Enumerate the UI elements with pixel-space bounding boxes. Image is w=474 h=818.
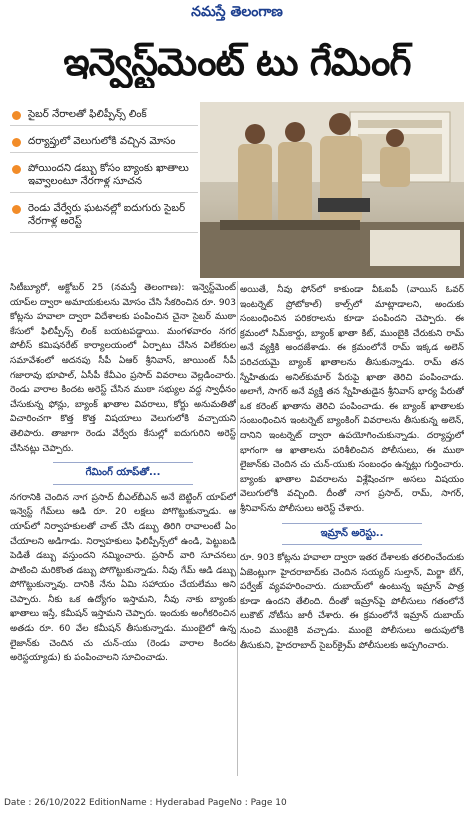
- section-subheading: గేమింగ్ యాప్‌తో...: [53, 462, 193, 485]
- article-column-right: [240, 283, 464, 776]
- article-paragraph: రూ. 903 కోట్లను హవాలా ద్వారా ఇతర దేశాలకు తరలించేందుకు ఏజెంట్లుగా హైదరాబాద్‌కు చెందిన సయ్యద్ సుల్తాన్, మిర్జా బేగ్, పర్వేజ్ వ్యవహరించారు. దుబాయ్‌లో ఉంటున్న ఇమ్రాన్ పాత్ర కూడా ఉందని తేలింది. దీంతో ఇమ్రాన్‌పై పోలీసులు గతంలోనే లుకౌట్ నోటీసు జారీ చేశారు. ఈ క్రమంలోనే ఇమ్రాన్ దుబాయ్ నుంచి ముంబైకి వచ్చాడు. ముంబై పోలీసులు అదుపులోకి తీసుకుని, హైదరాబాద్ సైబర్‌క్రైమ్ పోలీసులకు అప్పగించారు.: [240, 553, 464, 651]
- bullet-point: రెండు వేర్వేరు ఘటనల్లో ఐదుగురు సైబర్ నేరగాళ్ల అరెస్ట్: [10, 202, 198, 233]
- article-column-left: [10, 281, 236, 776]
- article-paragraph: సిటీబ్యూరో, అక్టోబర్ 25 (నమస్తే తెలంగాణ): ఇన్వెస్ట్‌మెంట్ యాప్‌ల ద్వారా అమాయకులను మోసం చేసి సేకరించిన రూ. 903 కోట్లను హవాలా ద్వారా విదేశాలకు పంపించిన చైనా సైబర్ ముఠా కేసులో ఫిలిప్పీన్స్ లింక్ బయటపడ్డాయి. మంగళవారం నగర పోలీస్ కమిషనరేట్ కార్యాలయంలో ఏర్పాటు చేసిన విలేకరుల సమావేశంలో అదనపు సీపీ ఏఆర్ శ్రీనివాస్, జాయింట్ సీపీ గజారావు భూపాల్, ఏసీపీ కేవీఎం ప్రసాద్ వివరాలు వెల్లడించారు. రెండు వారాల కిందట అరెస్ట్ చేసిన ముఠా సభ్యుల వద్ద స్వాధీనం చేసుకున్న ఫోన్లు, బ్యాంక్ ఖాతాల వివరాలు, కోర్టు అనుమతితో విచారించగా కొత్త కొత్త విషయాలు వెలుగులోకి వచ్చాయని తెలిపారు. తాజాగా రెండు వేర్వేరు కేసుల్లో ఐదుగురిని అరెస్ట్ చేసినట్లు చెప్పారు.: [10, 283, 236, 454]
- press-conference-photo: [200, 102, 464, 278]
- bullet-point: సైబర్ నేరాలతో ఫిలిప్పీన్స్ లింక్: [10, 108, 198, 126]
- section-subheading: ఇమ్రాన్ అరెస్టు..: [282, 523, 422, 546]
- highlight-bullets: [10, 108, 198, 274]
- press-conference-illustration: [200, 102, 464, 278]
- column-divider: [237, 281, 238, 776]
- article-headline: ఇన్వెస్ట్‌మెంట్ టు గేమింగ్: [63, 40, 411, 84]
- bullet-point: దర్యాప్తులో వెలుగులోకి వచ్చిన మోసం: [10, 135, 198, 153]
- article-paragraph: నగరానికి చెందిన నాగ ప్రసాద్ బీఎల్‌బీఎన్ అనే బెట్టింగ్ యాప్‌లో ఇన్వెస్ట్ గేమ్‌లు ఆడి రూ. 20 లక్షలు పోగొట్టుకున్నాడు. ఆ యాప్‌లో నిర్వాహకులతో చాట్ చేసి డబ్బు తిరిగి రావాలంటే ఏం చేయాలని అడిగాడు. నిర్వాహకులు ఫిలిప్పీన్స్‌లో ఉండి, పెట్టుబడి పెడితే డబ్బు వస్తుందని నమ్మించారు. ప్రసాద్ వారి సూచనలు పాటించి మరికొంత డబ్బు పోగొట్టుకున్నాడు. నీవు గేమ్‌ ఆడి డబ్బు పోగొట్టుకున్నావు. దానికి నేను ఏమి సహాయం చేయలేము అని చెప్పారు. నీకు ఒక ఉద్యోగం ఇస్తామని, నీవు నాకు బ్యాంకు ఖాతాలు ఇస్తే, కమీషన్ ఇస్తామని చెప్పారు. ఇందుకు అంగీకరించిన అతడు రూ. 60 వేల కమీషన్ తీసుకున్నాడు. ముంబైలో ఉన్న లైజాన్‌కు చెందిన చు చున్-యు (రెండు వారాల కిందట అరెస్టయ్యాడు) కు పంపించాలని సూచించాడు.: [10, 492, 236, 664]
- newspaper-masthead: నమస్తే తెలంగాణ: [191, 4, 283, 20]
- bullet-point: పోయిందని డబ్బు కోసం బ్యాంకు ఖాతాలు ఇవ్వాలంటూ నేరగాళ్ల సూచన: [10, 162, 198, 193]
- article-paragraph: అయితే, నీవు ఫోన్‌లో కాకుండా వీఓఐపీ (వాయిస్ ఓవర్ ఇంటర్నెట్ ప్రోటోకాల్) కాల్స్‌లో మాట్లాడాలని, అందుకు సంబంధించిన పరికరాలను కూడా పంపిందని చెప్పారు. ఈ క్రమంలో సిమ్‌కార్డు, బ్యాంక్ ఖాతా కిట్, ముంబైకి చేరుకుని రామ్ అనే వ్యక్తికి అందజేశాడు. ఈ క్రమంలోనే రామ్ ఇక్కడ అలెన్ పరిచయమై బ్యాంక్ ఖాతాలను తీసుకున్నాడు. రామ్ తన స్నేహితుడు అనిల్‌కుమార్ పేరుపై ఖాతా తెరిచి పంపించాడు. అలాగే, సాగర్ అనే వ్యక్తి తన స్నేహితుడైన శ్రీనివాస్ భార్య పేరుతో ఒక కరెంట్ ఖాతాను తెరిచి పంపించాడు. ఈ బ్యాంక్ ఖాతాలకు సంబంధించిన ఇంటర్నెట్ బ్యాంకింగ్ వివరాలను తీసుకున్న అలెన్, దానిని ఇంటర్నెట్ ద్వారా ఉపయోగించుకున్నాడు. దర్యాప్తులో భాగంగా ఆ ఖాతాలను పరిశీలించిన పోలీసులు, ఈ ముఠా లైజాన్‌కు చెందిన చు చున్-యుకు సంబంధం ఉన్నట్లు గుర్తించారు. బ్యాంకు ఖాతాల వివరాలను విశ్లేషించగా అసలు విషయం వెలుగులోకి వచ్చింది. దీంతో నాగ ప్రసాద్, రామ్, సాగర్, శ్రీనివాస్‌ను పోలీసులు అరెస్ట్ చేశారు.: [240, 285, 464, 514]
- edition-footer: Date : 26/10/2022 EditionName : Hyderabad PageNo : Page 10: [4, 798, 287, 808]
